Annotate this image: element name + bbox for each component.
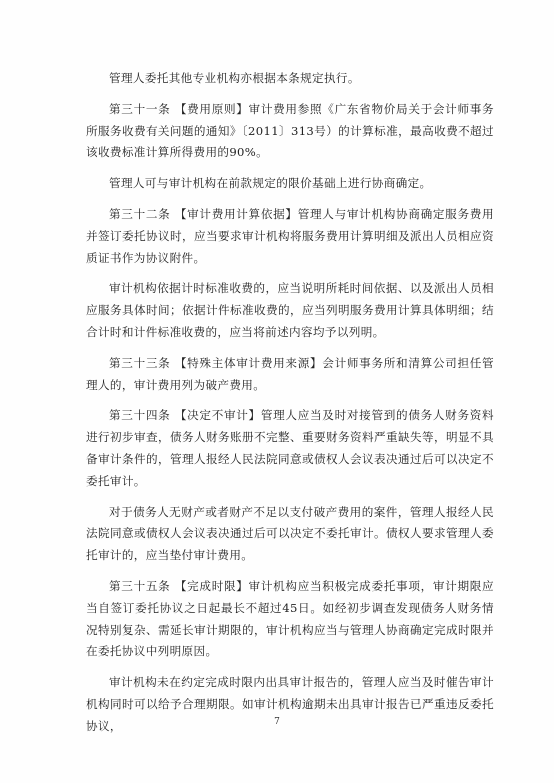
paragraph-article-31: 第三十一条 【费用原则】审计费用参照《广东省物价局关于会计师事务所服务收费有关问题的通知》〔2011〕313号）的计算标准，最高收费不超过该收费标准计算所得费用的90%。 — [86, 101, 494, 160]
paragraph-entrusted-agencies: 管理人委托其他专业机构亦根据本条规定执行。 — [109, 71, 360, 85]
page-number: 7 — [274, 717, 280, 727]
paragraph-price-negotiation: 管理人可与审计机构在前款规定的限价基础上进行协商确定。 — [109, 176, 432, 191]
paragraph-article-32: 第三十二条 【审计费用计算依据】管理人与审计机构协商确定服务费用并签订委托协议时，应当要求审计机构将服务费用计算明细及派出人员相应资质证书作为协议附件。 — [86, 206, 494, 265]
paragraph-fee-basis: 审计机构依据计时标准收费的，应当说明所耗时间依据、以及派出人员相应服务具体时间；依据计件标准收费的，应当列明服务费用计算具体明细；结合计时和计件标准收费的，应当将前述内容均予以列明。 — [86, 281, 494, 339]
paragraph-overdue-report: 审计机构未在约定完成时限内出具审计报告的，管理人应当及时催告审计机构同时可以给予合理期限。如审计机构逾期未出具审计报告已严重违反委托协议， — [86, 675, 494, 733]
paragraph-article-33: 第三十三条 【特殊主体审计费用来源】会计师事务所和清算公司担任管理人的，审计费用列为破产费用。 — [86, 355, 494, 392]
paragraph-no-property-cases: 对于债务人无财产或者财产不足以支付破产费用的案件，管理人报经人民法院同意或债权人会议表决通过后可以决定不委托审计。债权人要求管理人委托审计的，应当垫付审计费用。 — [86, 504, 494, 563]
paragraph-article-35: 第三十五条 【完成时限】审计机构应当积极完成委托事项，审计期限应当自签订委托协议之日起最长不超过45日。如经初步调查发现债务人财务情况特别复杂、需延长审计期限的，审计机构应当与管理人协商确定完成时限并在委托协议中列明原因。 — [86, 578, 494, 659]
paragraph-article-34: 第三十四条 【决定不审计】管理人应当及时对接管到的债务人财务资料进行初步审查，债务人财务账册不完整、重要财务资料严重缺失等，明显不具备审计条件的，管理人报经人民法院同意或债权人会议表决通过后可以决定不委托审计。 — [86, 408, 494, 488]
